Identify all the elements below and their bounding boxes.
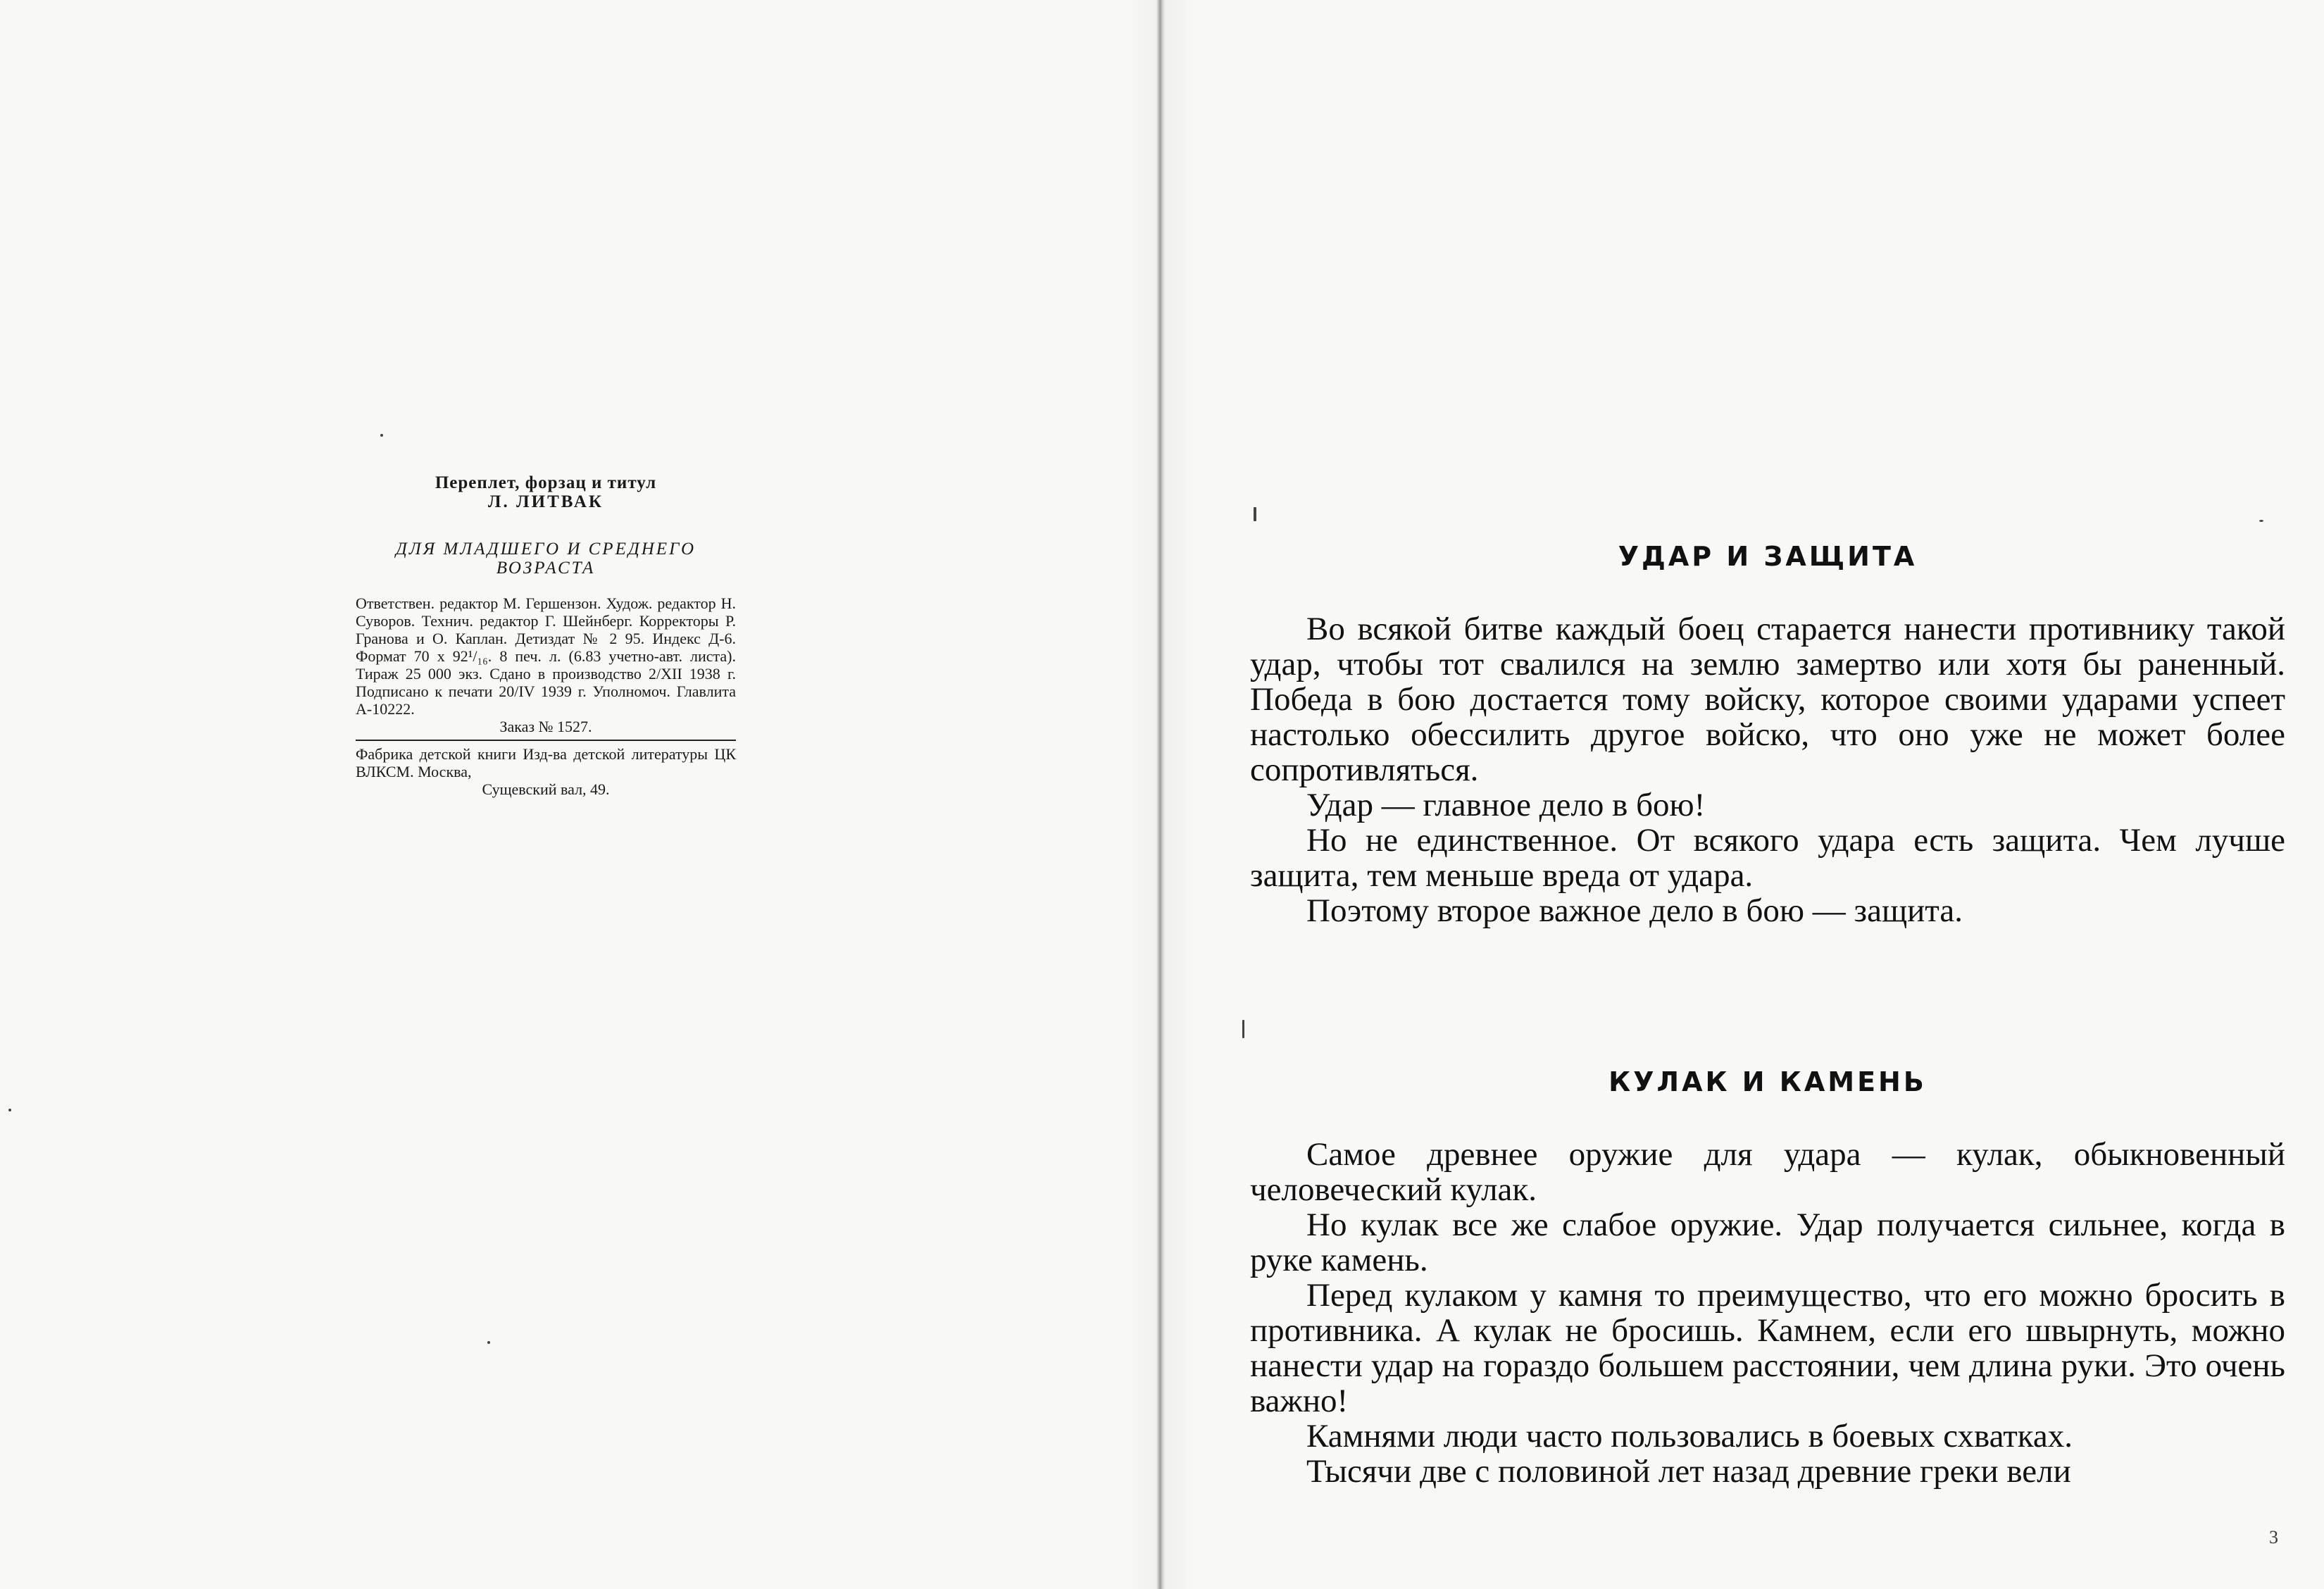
book-gutter — [1156, 0, 1165, 1589]
paragraph: Удар — главное дело в бою! — [1306, 787, 1706, 823]
imprint-block — [356, 473, 736, 798]
scan-speck — [2259, 520, 2263, 522]
imprint-divider — [356, 740, 736, 741]
paragraph: Поэтому второе важное дело в бою — защита. — [1306, 892, 1963, 929]
imprint-artist: Л. ЛИТВАК — [487, 492, 604, 511]
imprint-order: Заказ № 1527. — [499, 718, 592, 735]
text-page — [1250, 0, 2285, 1589]
section-heading-kulak: КУЛАК И КАМЕНЬ — [1608, 1066, 1927, 1097]
imprint-credit-line: Переплет, форзац и титул — [435, 473, 657, 492]
imprint-factory: Фабрика детской книги Изд-ва детской литературы ЦК ВЛКСМ. Москва, — [356, 745, 736, 780]
paragraph: Перед кулаком у камня то преимущество, что его можно бросить в противника. А кулак не бросишь. Камнем, если его швырнуть, можно нанести удар на гораздо большем расстоянии, чем длина руки. Это очень важно! — [1250, 1277, 2285, 1419]
imprint-address: Сущевский вал, 49. — [482, 780, 610, 798]
paragraph: Тысячи две с половиной лет назад древние греки вели — [1306, 1453, 2071, 1490]
imprint-editorial: Ответствен. редактор М. Гершензон. Худож. редактор Н. Суворов. Технич. редактор Г. Шейнберг. Корректоры Р. Гранова и О. Каплан. Детиздат № 2 95. Индекс Д-6. Формат 70 x 92¹/₁₆. 8 печ. л. (6.83 учетно-авт. листа). Тираж 25 000 экз. Сдано в производство 2/XII 1938 г. Подписано к печати 20/IV 1939 г. Уполномоч. Главлита А-10222. — [356, 594, 736, 718]
section-body-udar — [1250, 611, 2285, 928]
scan-speck — [1254, 507, 1256, 521]
section-body-kulak — [1250, 1137, 2285, 1489]
paragraph: Но кулак все же слабое оружие. Удар получается сильнее, когда в руке камень. — [1250, 1207, 2285, 1278]
paragraph: Камнями люди часто пользовались в боевых схватках. — [1306, 1418, 2073, 1454]
paragraph: Во всякой битве каждый боец старается нанести противнику такой удар, чтобы тот свалился на землю замертво или хотя бы раненный. Победа в бою достается тому войску, которое своими ударами успеет настолько обессилить другое войско, что оно уже не может более сопротивляться. — [1250, 611, 2285, 788]
scan-speck — [8, 1109, 11, 1111]
imprint-age-group: ДЛЯ МЛАДШЕГО И СРЕДНЕГО ВОЗРАСТА — [395, 540, 696, 578]
section-heading-udar: УДАР И ЗАЩИТА — [1618, 541, 1918, 572]
scan-speck — [380, 434, 383, 437]
paragraph: Но не единственное. От всякого удара есть защита. Чем лучше защита, тем меньше вреда от удара. — [1250, 822, 2285, 894]
scan-speck — [487, 1341, 490, 1344]
page-number: 3 — [2269, 1527, 2278, 1547]
scan-speck — [1242, 1020, 1244, 1038]
paragraph: Самое древнее оружие для удара — кулак, обыкновенный человеческий кулак. — [1250, 1136, 2285, 1208]
